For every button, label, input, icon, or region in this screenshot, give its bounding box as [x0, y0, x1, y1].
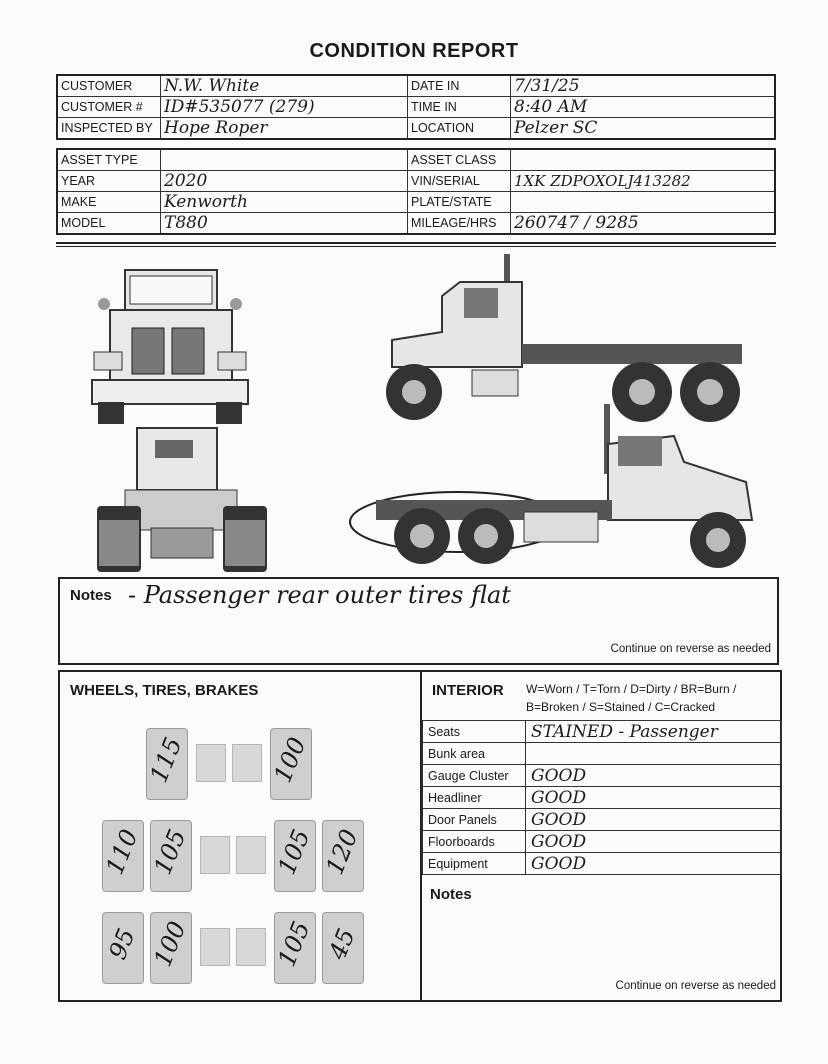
interior-notes-label: Notes — [430, 886, 472, 903]
bunk-area-value — [526, 743, 782, 765]
bottom-section — [58, 670, 782, 1002]
tire-value-front-left: 115 — [144, 733, 188, 787]
truck-driver-side-view — [372, 252, 752, 424]
interior-row — [423, 721, 782, 743]
interior-row — [423, 809, 782, 831]
date-in-value: 7/31/25 — [511, 75, 776, 97]
asset-class-value — [511, 149, 776, 171]
make-value: Kenworth — [161, 192, 408, 213]
year-value: 2020 — [161, 171, 408, 192]
asset-type-label: ASSET TYPE — [57, 149, 161, 171]
plate-state-value — [511, 192, 776, 213]
interior-continue-text: Continue on reverse as needed — [615, 980, 776, 992]
customer-value: N.W. White — [161, 75, 408, 97]
inspected-by-value: Hope Roper — [161, 118, 408, 140]
mileage-label: MILEAGE/HRS — [408, 213, 511, 235]
hub — [200, 928, 230, 966]
date-in-label: DATE IN — [408, 75, 511, 97]
seats-label: Seats — [423, 721, 526, 743]
interior-row — [423, 831, 782, 853]
mileage-value: 260747 / 9285 — [511, 213, 776, 235]
headliner-value: GOOD — [526, 787, 782, 809]
wheels-title: WHEELS, TIRES, BRAKES — [70, 682, 259, 699]
vin-label: VIN/SERIAL — [408, 171, 511, 192]
location-value: Pelzer SC — [511, 118, 776, 140]
interior-row — [423, 853, 782, 875]
headliner-label: Headliner — [423, 787, 526, 809]
interior-legend: W=Worn / T=Torn / D=Dirty / BR=Burn / B=Broken / S=Stained / C=Cracked — [526, 682, 737, 714]
customer-number-label: CUSTOMER # — [57, 97, 161, 118]
divider-line — [56, 242, 776, 247]
time-in-value: 8:40 AM — [511, 97, 776, 118]
plate-state-label: PLATE/STATE — [408, 192, 511, 213]
report-title: CONDITION REPORT — [309, 40, 519, 62]
asset-info-table — [56, 148, 776, 235]
truck-passenger-side-view — [346, 402, 760, 574]
hub — [232, 744, 262, 782]
tire-value-rear-right-inner: 105 — [272, 917, 316, 971]
tire-value-mid-left-inner: 105 — [148, 825, 192, 879]
asset-class-label: ASSET CLASS — [408, 149, 511, 171]
hub — [196, 744, 226, 782]
customer-info-table — [56, 74, 776, 140]
gauge-cluster-value: GOOD — [526, 765, 782, 787]
equipment-label: Equipment — [423, 853, 526, 875]
tire-value-rear-right-outer: 45 — [323, 924, 361, 964]
truck-rear-view — [95, 418, 271, 578]
year-label: YEAR — [57, 171, 161, 192]
hub — [236, 836, 266, 874]
model-value: T880 — [161, 213, 408, 235]
hub — [200, 836, 230, 874]
bunk-area-label: Bunk area — [423, 743, 526, 765]
time-in-label: TIME IN — [408, 97, 511, 118]
tire-value-mid-right-inner: 105 — [272, 825, 316, 879]
location-label: LOCATION — [408, 118, 511, 140]
door-panels-value: GOOD — [526, 809, 782, 831]
interior-title: INTERIOR — [432, 682, 504, 699]
interior-row — [423, 787, 782, 809]
tire-value-mid-right-outer: 120 — [320, 825, 364, 879]
floorboards-value: GOOD — [526, 831, 782, 853]
inspected-by-label: INSPECTED BY — [57, 118, 161, 140]
tire-value-rear-left-outer: 95 — [103, 924, 141, 964]
tire-value-mid-left-outer: 110 — [100, 825, 144, 879]
notes-text: - Passenger rear outer tires flat — [128, 581, 511, 609]
tire-value-front-right: 100 — [268, 733, 312, 787]
interior-row — [423, 765, 782, 787]
hub — [236, 928, 266, 966]
seats-value: STAINED - Passenger — [526, 721, 782, 743]
wheels-tires-brakes-panel — [60, 672, 422, 1000]
make-label: MAKE — [57, 192, 161, 213]
tire-value-rear-left-inner: 100 — [148, 917, 192, 971]
interior-table — [422, 720, 782, 875]
asset-type-value — [161, 149, 408, 171]
notes-continue-text: Continue on reverse as needed — [610, 643, 771, 655]
notes-section — [58, 577, 779, 665]
floorboards-label: Floorboards — [423, 831, 526, 853]
gauge-cluster-label: Gauge Cluster — [423, 765, 526, 787]
customer-label: CUSTOMER — [57, 75, 161, 97]
truck-front-view — [90, 262, 250, 427]
interior-panel — [422, 672, 782, 1000]
vin-value: 1XK ZDPOXOLJ413282 — [511, 171, 776, 192]
interior-row — [423, 743, 782, 765]
door-panels-label: Door Panels — [423, 809, 526, 831]
equipment-value: GOOD — [526, 853, 782, 875]
customer-number-value: ID#535077 (279) — [161, 97, 408, 118]
model-label: MODEL — [57, 213, 161, 235]
notes-label: Notes — [70, 587, 112, 604]
